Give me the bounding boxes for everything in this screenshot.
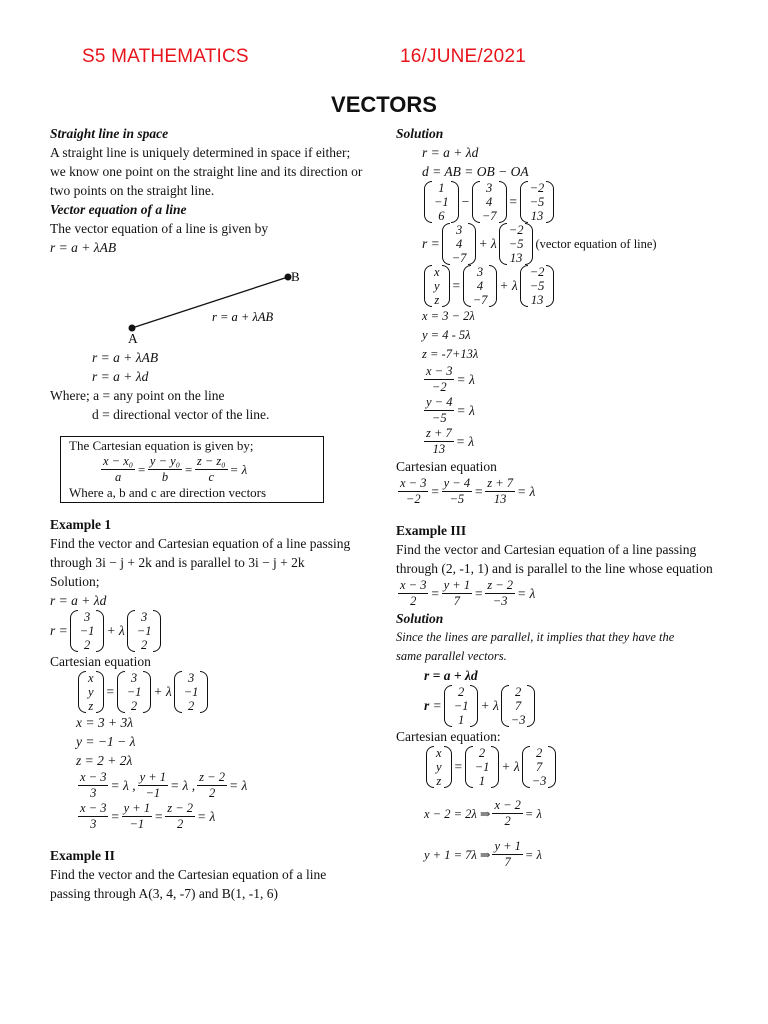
header-subject: S5 MATHEMATICS [82, 46, 249, 67]
where-direction: d = directional vector of the line. [92, 407, 270, 422]
example-3-title: Example III [396, 523, 467, 538]
vector-equation-text: The vector equation of a line is given by [50, 221, 269, 236]
left-column [50, 124, 380, 903]
box-title: The Cartesian equation is given by; [69, 438, 254, 453]
example-1-text-1: Find the vector and Cartesian equation of a line passing [50, 536, 351, 551]
fraction-x-lambda: $\frac{x - 3}{-2}$ = λ [426, 364, 475, 394]
vector-equation-of-line: r = 3 4 −7 + λ −2 −5 13 (vector equation of line) [422, 223, 657, 265]
fraction-x: $\frac{\text{x − x₀}}{a}$ [103, 454, 134, 484]
example-3-xyz-equation: x y z = 2 −1 1 + λ 2 7 −3 [396, 746, 736, 788]
solution-eq-1: r = a + λd [422, 145, 479, 160]
point-a-label: A [128, 331, 138, 346]
box-formula: $\frac{\text{x − x₀}}{a}$ = $\frac{\text{y − y₀}}{b}$ = $\frac{\text{z − z₀}}{c}$ = λ [103, 454, 248, 484]
heading-vector-equation: Vector equation of a line [50, 202, 187, 217]
example-1-x: x = 3 + 3λ [76, 715, 134, 730]
vector-direction-3: 2 7 −3 [501, 685, 536, 727]
vector-d-2: −2 −5 13 [499, 223, 534, 265]
vector-b: 1 −1 6 [424, 181, 459, 223]
example-3-text-1: Find the vector and Cartesian equation of a line passing [396, 542, 697, 557]
example-1-vector-equation: r = 3 −1 2 + λ 3 −1 2 [50, 610, 380, 652]
equation-r-a-lambda-ab: r = a + λAB [50, 240, 117, 255]
example-3-vector-equation: r = 2 −1 1 + λ 2 7 −3 [396, 685, 736, 727]
solution-heading: Solution [396, 126, 444, 141]
equation-r-ab: r = a + λAB [92, 350, 159, 365]
vector-a-2: 3 4 −7 [442, 223, 477, 265]
example-1-title: Example 1 [50, 517, 112, 532]
vector-xyz-2: x y z [424, 265, 450, 307]
vector-equation-note: (vector equation of line) [535, 237, 657, 251]
vector-a-3: 3 4 −7 [463, 265, 498, 307]
param-x: x = 3 − 2λ [422, 309, 475, 323]
line-diagram [50, 257, 380, 337]
intro-line-1: A straight line is uniquely determined in space if either; [50, 145, 351, 160]
equation-r-d: r = a + λd [92, 369, 149, 384]
vector-direction: 3 −1 2 [127, 610, 162, 652]
example-3-step-x: x − 2 = 2λ ⇒ $\frac{x - 2}{2}$ = λ [424, 798, 542, 828]
param-z: z = -7+13λ [422, 347, 479, 361]
vector-point: 3 −1 2 [70, 610, 105, 652]
example-2-text-2: passing through A(3, 4, -7) and B(1, -1, 6) [50, 886, 278, 901]
fraction-z: $\frac{\text{z − z₀}}{c}$ [196, 454, 226, 484]
solution-eq-2: d = AB = OB − OA [422, 164, 529, 179]
example-1-solution: Solution; [50, 574, 100, 589]
line-label: r = a + λAB [212, 310, 274, 324]
vector-direction-2: 3 −1 2 [174, 671, 209, 713]
direction-subtraction: 1 −1 6 − 3 4 −7 = −2 −5 13 [396, 181, 736, 223]
cartesian-equation: $\frac{x - 3}{-2}$ = $\frac{y - 4}{-5}$ = $\frac{z + 7}{13}$ = λ [400, 476, 536, 506]
fraction-y: $\frac{\text{y − y₀}}{b}$ [149, 454, 181, 484]
intro-line-3: two points on the straight line. [50, 183, 215, 198]
example-2-text-1: Find the vector and the Cartesian equation of a line [50, 867, 327, 882]
vector-d-3: −2 −5 13 [520, 265, 555, 307]
example-1-cartesian-label: Cartesian equation [50, 654, 151, 669]
example-1-equation: r = a + λd [50, 593, 107, 608]
right-column [396, 124, 736, 870]
xyz-equation: x y z = 3 4 −7 + λ −2 −5 13 [396, 265, 736, 307]
example-3-solution: Solution [396, 611, 444, 626]
vector-xyz: x y z [78, 671, 104, 713]
fraction-z-lambda: $\frac{z + 7}{13}$ = λ [426, 426, 475, 456]
page-title: VECTORS [331, 92, 437, 117]
header-date: 16/JUNE/2021 [400, 46, 526, 67]
heading-straight-line: Straight line in space [50, 126, 169, 141]
cartesian-label: Cartesian equation [396, 459, 497, 474]
example-1-fractions-chain: $\frac{x - 3}{3}$ = $\frac{y + 1}{-1}$ = $\frac{z - 2}{2}$ = λ [80, 801, 216, 831]
example-3-text-2: through (2, -1, 1) and is parallel to the line whose equation [396, 561, 713, 576]
box-note: Where a, b and c are direction vectors [69, 485, 267, 500]
cartesian-equation-box [60, 436, 324, 503]
example-3-note-1: Since the lines are parallel, it implies that they have the [396, 630, 675, 644]
example-3-eq: r = a + λd [424, 668, 478, 683]
example-1-text-2: through 3i − j + 2k and is parallel to 3i − j + 2k [50, 555, 305, 570]
example-2-title: Example II [50, 848, 115, 863]
vector-a: 3 4 −7 [472, 181, 507, 223]
param-y: y = 4 - 5λ [422, 328, 471, 342]
vector-point-3: 2 −1 1 [444, 685, 479, 727]
example-3-cartesian-label: Cartesian equation: [396, 729, 501, 744]
example-1-y: y = −1 − λ [76, 734, 136, 749]
where-point: Where; a = any point on the line [50, 388, 225, 403]
point-b-label: B [291, 269, 300, 284]
fraction-y-lambda: $\frac{y - 4}{-5}$ = λ [426, 395, 475, 425]
vector-point-4: 2 −1 1 [465, 746, 500, 788]
example-1-xyz-equation: x y z = 3 −1 2 + λ 3 −1 2 [50, 671, 380, 713]
vector-direction-4: 2 7 −3 [522, 746, 557, 788]
example-1-fractions-comma: $\frac{x - 3}{3}$ = λ , $\frac{y + 1}{-1}$ = λ , $\frac{z - 2}{2}$ = λ [80, 770, 248, 800]
vector-xyz-3: x y z [426, 746, 452, 788]
example-3-note-2: same parallel vectors. [396, 649, 507, 663]
intro-line-2: we know one point on the straight line and its direction or [50, 164, 363, 179]
vector-d: −2 −5 13 [520, 181, 555, 223]
example-3-given-equation: $\frac{x - 3}{2}$ = $\frac{y + 1}{7}$ = $\frac{z - 2}{-3}$ = λ [400, 578, 536, 608]
example-1-z: z = 2 + 2λ [76, 753, 133, 768]
vector-point-2: 3 −1 2 [117, 671, 152, 713]
example-3-step-y: y + 1 = 7λ ⇒ $\frac{y + 1}{7}$ = λ [424, 839, 542, 869]
